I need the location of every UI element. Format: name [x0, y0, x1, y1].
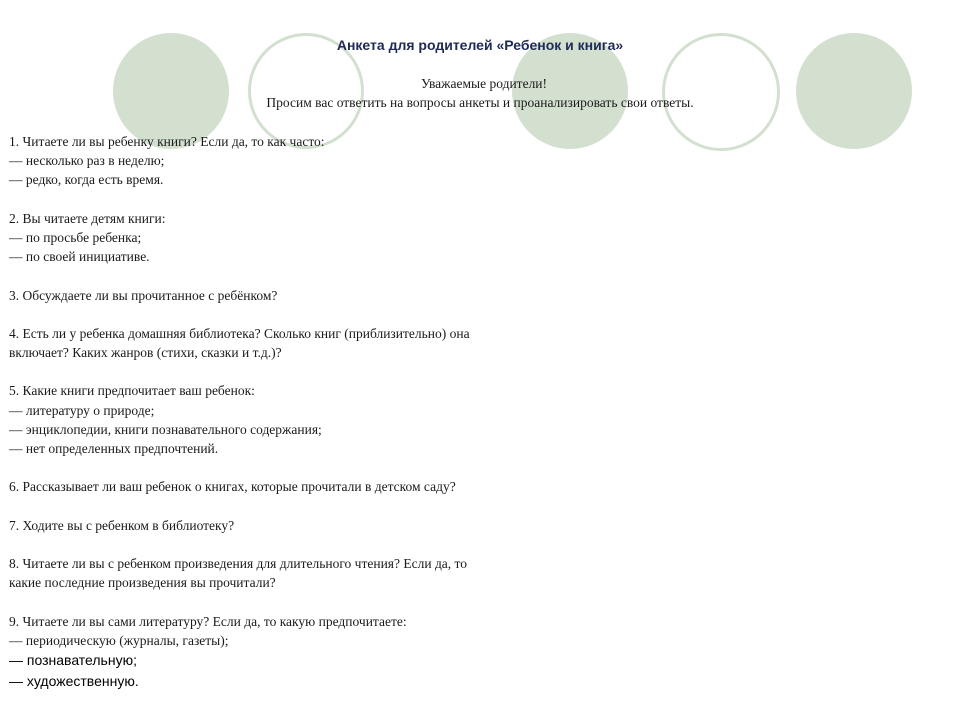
question-2-text: 2. Вы читаете детям книги:: [9, 210, 166, 226]
question-3-text: 3. Обсуждаете ли вы прочитанное с ребёнком?: [9, 287, 278, 303]
question-7-text: 7. Ходите вы с ребенком в библиотеку?: [9, 517, 235, 533]
question-9-option-1: — периодическую (журналы, газеты);: [9, 632, 229, 648]
question-5-option-3: — нет определенных предпочтений.: [9, 441, 219, 456]
greeting-salutation: Уважаемые родители!: [420, 76, 548, 91]
question-4-text-line-2: включает? Каких жанров (стихи, сказки и т.д.)?: [9, 345, 282, 361]
questionnaire: [9, 132, 609, 692]
question-1-option-2: — редко, когда есть время.: [9, 172, 164, 188]
question-2-option-1: — по просьбе ребенка;: [9, 229, 142, 245]
question-5-text: 5. Какие книги предпочитает ваш ребенок:: [9, 383, 255, 399]
question-9-option-2: — познавательную;: [9, 652, 137, 669]
question-8-text-line-1: 8. Читаете ли вы с ребенком произведения для длительного чтения? Если да, то: [9, 556, 468, 572]
greeting-request: Просим вас ответить на вопросы анкеты и проанализировать свои ответы.: [266, 95, 694, 110]
question-1-text: 1. Читаете ли вы ребенку книги? Если да, то как часто:: [9, 134, 325, 149]
page-title: Анкета для родителей «Ребенок и книга»: [336, 37, 624, 53]
question-5-option-2: — энциклопедии, книги познавательного содержания;: [9, 421, 322, 437]
question-2-option-2: — по своей инициативе.: [9, 249, 150, 265]
question-5-option-1: — литературу о природе;: [9, 402, 155, 418]
question-9-option-3: — художественную.: [9, 673, 139, 690]
question-4-text-line-1: 4. Есть ли у ребенка домашняя библиотека? Сколько книг (приблизительно) она: [9, 325, 470, 341]
greeting-block: [0, 74, 960, 112]
question-9-text: 9. Читаете ли вы сами литературу? Если да, то какую предпочитаете:: [9, 613, 407, 629]
question-6-text: 6. Рассказывает ли ваш ребенок о книгах, которые прочитали в детском саду?: [9, 479, 456, 495]
question-8-text-line-2: какие последние произведения вы прочитали?: [9, 575, 276, 591]
question-1-option-1: — несколько раз в неделю;: [9, 153, 165, 169]
